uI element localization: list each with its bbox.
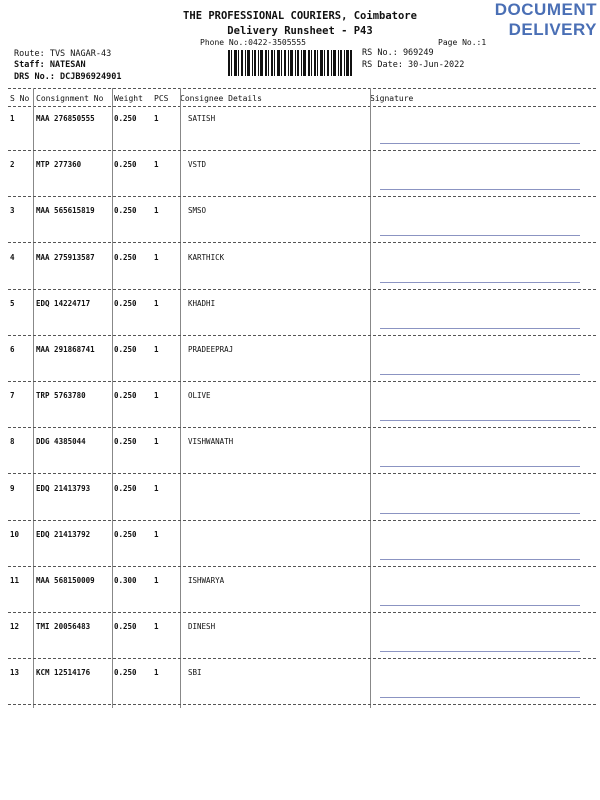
row-weight: 0.250: [114, 206, 137, 216]
row-divider: [8, 704, 596, 705]
row-divider: [8, 566, 596, 567]
row-divider: [8, 335, 596, 336]
signature-line: [380, 466, 580, 467]
row-weight: 0.250: [114, 529, 137, 539]
row-consignee: SATISH: [188, 114, 216, 123]
document-delivery-stamp: DOCUMENT DELIVERY: [494, 0, 597, 39]
signature-line: [380, 651, 580, 652]
row-weight: 0.250: [114, 345, 137, 354]
header-bottom-rule: [8, 106, 596, 107]
signature-field: [380, 580, 580, 612]
row-sno: 11: [10, 576, 20, 585]
row-pcs: 1: [154, 252, 159, 262]
row-consignee: KHADHI: [188, 298, 216, 308]
signature-field: [380, 395, 580, 427]
row-consignment-no: EDQ 14224717: [36, 298, 91, 308]
row-weight: 0.250: [114, 252, 137, 262]
signature-line: [380, 189, 580, 190]
row-consignment-no: KCM 12514176: [36, 668, 91, 678]
row-divider: [8, 150, 596, 151]
column-divider: [180, 88, 181, 708]
row-consignment-no: EDQ 21413793: [36, 483, 91, 493]
page-number: Page No.:1: [438, 38, 487, 47]
row-pcs: 1: [154, 529, 159, 539]
row-pcs: 1: [154, 298, 159, 308]
row-sno: 8: [10, 437, 15, 447]
row-weight: 0.250: [114, 668, 137, 678]
row-consignee: KARTHICK: [188, 252, 225, 262]
row-consignment-no: MAA 276850555: [36, 114, 95, 123]
row-weight: 0.250: [114, 391, 137, 401]
column-divider: [370, 88, 371, 708]
row-divider: [8, 289, 596, 290]
row-sno: 2: [10, 160, 15, 170]
row-pcs: 1: [154, 391, 159, 401]
row-consignee: VSTD: [188, 160, 207, 170]
row-sno: 4: [10, 252, 15, 262]
row-consignment-no: DDG 4385044: [36, 437, 86, 447]
row-consignee: SBI: [188, 668, 202, 678]
row-pcs: 1: [154, 160, 159, 170]
rs-date: RS Date: 30-Jun-2022: [362, 60, 465, 70]
signature-field: [380, 488, 580, 520]
row-weight: 0.250: [114, 622, 137, 632]
col-header-consignment: Consignment No: [36, 94, 104, 103]
rs-number: RS No.: 969249: [362, 48, 434, 58]
signature-field: [380, 626, 580, 658]
drs-number: DRS No.: DCJB96924901: [14, 72, 122, 82]
row-sno: 9: [10, 483, 15, 493]
row-divider: [8, 520, 596, 521]
company-title: THE PROFESSIONAL COURIERS, Coimbatore: [183, 10, 417, 22]
row-consignee: VISHWANATH: [188, 437, 234, 447]
row-sno: 5: [10, 298, 15, 308]
row-weight: 0.300: [114, 576, 137, 585]
row-consignment-no: MTP 277360: [36, 160, 82, 170]
row-pcs: 1: [154, 622, 159, 632]
col-header-consignee: Consignee Details: [180, 94, 262, 103]
row-consignment-no: MAA 291868741: [36, 345, 95, 354]
signature-line: [380, 605, 580, 606]
signature-line: [380, 328, 580, 329]
row-consignment-no: MAA 275913587: [36, 252, 95, 262]
row-consignment-no: EDQ 21413792: [36, 529, 91, 539]
row-consignee: SMSO: [188, 206, 207, 216]
header-top-rule: [8, 88, 596, 89]
column-divider: [112, 88, 113, 708]
signature-field: [380, 534, 580, 566]
signature-field: [380, 303, 580, 335]
row-sno: 13: [10, 668, 20, 678]
col-header-signature: Signature: [370, 94, 414, 103]
row-consignee: OLIVE: [188, 391, 211, 401]
row-sno: 12: [10, 622, 20, 632]
row-consignee: PRADEEPRAJ: [188, 345, 234, 354]
signature-line: [380, 235, 580, 236]
row-consignee: ISHWARYA: [188, 576, 225, 585]
signature-field: [380, 349, 580, 381]
signature-line: [380, 697, 580, 698]
col-header-pcs: PCS: [154, 94, 169, 103]
row-weight: 0.250: [114, 114, 137, 123]
signature-field: [380, 441, 580, 473]
runsheet-title: Delivery Runsheet - P43: [227, 25, 373, 37]
row-divider: [8, 242, 596, 243]
col-header-weight: Weight: [114, 94, 143, 103]
row-divider: [8, 658, 596, 659]
row-pcs: 1: [154, 114, 159, 123]
signature-field: [380, 257, 580, 289]
row-consignee: DINESH: [188, 622, 216, 632]
row-sno: 7: [10, 391, 15, 401]
signature-field: [380, 164, 580, 196]
signature-field: [380, 118, 580, 150]
signature-line: [380, 374, 580, 375]
row-sno: 3: [10, 206, 15, 216]
row-sno: 6: [10, 345, 15, 354]
row-weight: 0.250: [114, 437, 137, 447]
row-pcs: 1: [154, 576, 159, 585]
row-weight: 0.250: [114, 160, 137, 170]
row-weight: 0.250: [114, 298, 137, 308]
row-consignment-no: MAA 568150009: [36, 576, 95, 585]
row-weight: 0.250: [114, 483, 137, 493]
row-divider: [8, 612, 596, 613]
row-divider: [8, 473, 596, 474]
column-divider: [33, 88, 34, 708]
signature-line: [380, 420, 580, 421]
row-divider: [8, 196, 596, 197]
signature-line: [380, 513, 580, 514]
row-consignment-no: MAA 565615819: [36, 206, 95, 216]
signature-line: [380, 143, 580, 144]
row-pcs: 1: [154, 483, 159, 493]
row-pcs: 1: [154, 206, 159, 216]
signature-field: [380, 210, 580, 242]
row-consignment-no: TMI 20056483: [36, 622, 91, 632]
signature-field: [380, 672, 580, 704]
staff-info: Staff: NATESAN: [14, 60, 86, 70]
row-pcs: 1: [154, 668, 159, 678]
signature-line: [380, 559, 580, 560]
row-divider: [8, 427, 596, 428]
barcode-icon: [228, 50, 352, 76]
row-divider: [8, 381, 596, 382]
row-sno: 10: [10, 529, 20, 539]
col-header-sno: S No: [10, 94, 30, 103]
row-consignment-no: TRP 5763780: [36, 391, 86, 401]
row-pcs: 1: [154, 437, 159, 447]
route-info: Route: TVS NAGAR-43: [14, 49, 112, 59]
phone-number: Phone No.:0422-3505555: [200, 38, 306, 47]
row-pcs: 1: [154, 345, 159, 354]
signature-line: [380, 282, 580, 283]
row-sno: 1: [10, 114, 15, 123]
